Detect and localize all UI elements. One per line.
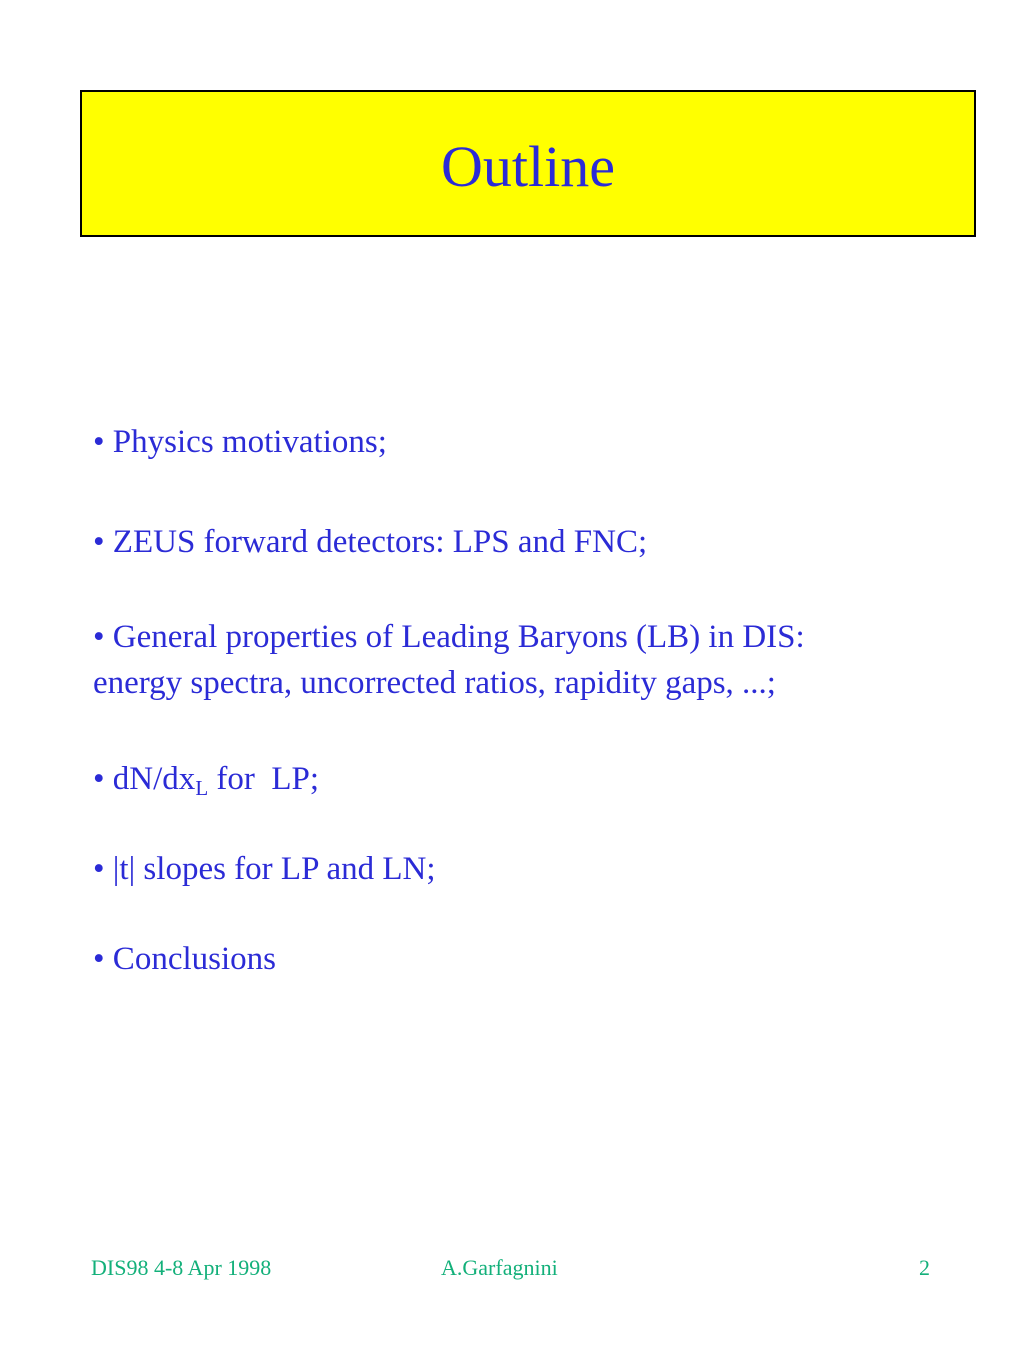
footer-page-number: 2 — [919, 1255, 930, 1280]
bullet-conclusions: • Conclusions — [93, 941, 276, 977]
footer-conference: DIS98 4-8 Apr 1998 — [91, 1255, 272, 1280]
bullet-dndx-rest: for LP; — [208, 761, 320, 797]
bullet-general-properties-line1: • General properties of Leading Baryons (LB) in DIS: — [93, 619, 805, 655]
bullet-dndx-subscript: L — [195, 776, 209, 800]
bullet-general-properties-line2: energy spectra, uncorrected ratios, rapidity gaps, ...; — [93, 665, 776, 701]
footer-author: A.Garfagnini — [441, 1255, 558, 1280]
bullet-dndx-main: • dN/dx — [93, 761, 196, 797]
bullet-t-slopes: • |t| slopes for LP and LN; — [93, 851, 436, 887]
bullet-physics-motivations: • Physics motivations; — [93, 424, 387, 460]
title-box — [80, 90, 976, 237]
bullet-dndx — [93, 757, 319, 802]
slide-title: Outline — [441, 133, 615, 199]
bullet-zeus-detectors: • ZEUS forward detectors: LPS and FNC; — [93, 524, 648, 560]
